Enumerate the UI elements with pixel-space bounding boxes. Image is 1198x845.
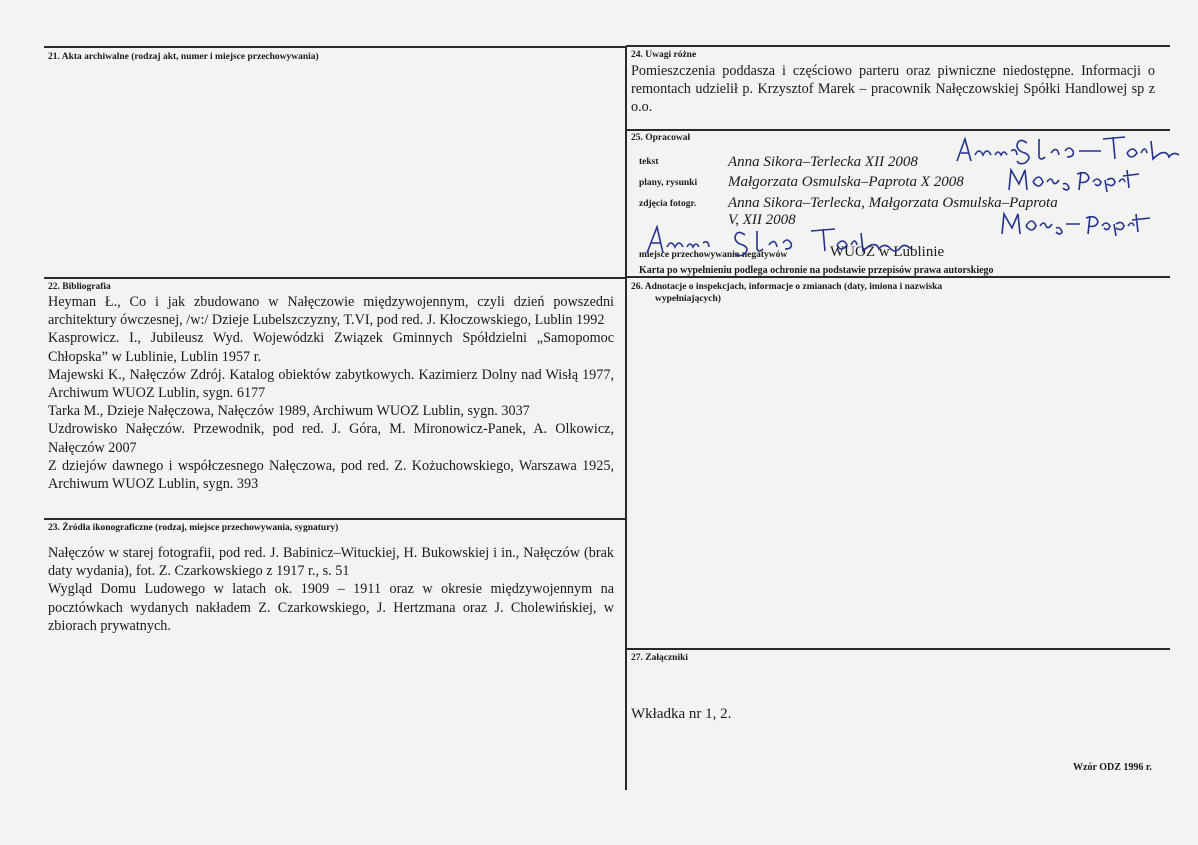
right-rule-27 bbox=[626, 648, 1170, 650]
tekst-label: tekst bbox=[639, 157, 659, 167]
plany-label: plany, rysunki bbox=[639, 178, 698, 188]
zdjecia-value-2: V, XII 2008 bbox=[728, 212, 796, 228]
signature-malgorzata-2 bbox=[1000, 208, 1160, 238]
section-27-title: 27. Załączniki bbox=[631, 653, 689, 663]
section-22-title: 22. Bibliografia bbox=[48, 282, 111, 292]
bibliography-text: Heyman Ł., Co i jak zbudowano w Nałęczowie międzywojennym, czyli dzień powszedni architektury ówczesnej, /w:/ Dzieje Lubelszczyzny, T.VI, pod red. J. Kłoczowskiego, Lublin 1992 Kasprowicz. I., Jubileusz Wyd. Wojewódzki Związek Gminnych Spółdzielni „Samopomoc Chłopska” w Lublinie, Lublin 1957 r. Majewski K., Nałęczów Zdrój. Katalog obiektów zabytkowych. Kazimierz Dolny nad Wisłą 1977, Archiwum WUOZ Lublin, sygn. 6177 Tarka M., Dzieje Nałęczowa, Nałęczów 1989, Archiwum WUOZ Lublin, sygn. 3037 Uzdrowisko Nałęczów. Przewodnik, pod red. J. Góra, M. Mironowicz-Panek, A. Olkowicz, Nałęczów 2007 Z dziejów dawnego i współczesnego Nałęczowa, pod red. Z. Kożuchowskiego, Warszawa 1925, Archiwum WUOZ Lublin, sygn. 393 bbox=[48, 294, 614, 493]
right-rule-26 bbox=[626, 276, 1170, 278]
section-23-title: 23. Źródła ikonograficzne (rodzaj, miejsce przechowywania, sygnatury) bbox=[48, 523, 339, 533]
section-26-title-1: 26. Adnotacje o inspekcjach, informacje o zmianach (daty, imiona i nazwiska bbox=[631, 282, 943, 292]
section-24-title: 24. Uwagi różne bbox=[631, 50, 697, 60]
center-divider bbox=[625, 46, 627, 790]
right-rule-25 bbox=[626, 129, 1170, 131]
tekst-value: Anna Sikora–Terlecka XII 2008 bbox=[728, 154, 918, 170]
attachments-text: Wkładka nr 1, 2. bbox=[631, 706, 732, 722]
section-25-title: 25. Opracował bbox=[631, 133, 691, 143]
top-rule-right bbox=[626, 45, 1170, 47]
top-rule-left bbox=[44, 46, 626, 48]
negatives-value: WUOZ w Lublinie bbox=[830, 244, 945, 260]
plany-value: Małgorzata Osmulska–Paprota X 2008 bbox=[728, 174, 964, 190]
left-rule-23 bbox=[44, 518, 626, 520]
section-21-title: 21. Akta archiwalne (rodzaj akt, numer i miejsce przechowywania) bbox=[48, 52, 319, 62]
remarks-text: Pomieszczenia poddasza i częściowo parteru oraz piwniczne niedostępne. Informacji o remontach udzielił p. Krzysztof Marek – pracownik Nałęczowskiej Spółki Handlowej sp z o.o. bbox=[631, 63, 1155, 116]
signature-anna-2 bbox=[645, 223, 965, 257]
section-26-title-2: wypełniających) bbox=[655, 294, 721, 304]
left-rule-22 bbox=[44, 277, 626, 279]
zdjecia-value-1: Anna Sikora–Terlecka, Małgorzata Osmulska–Paprota bbox=[728, 195, 1058, 211]
signature-anna-1 bbox=[955, 133, 1185, 165]
negatives-label: miejsce przechowywania negatywów bbox=[639, 250, 788, 260]
zdjecia-label: zdjęcia fotogr. bbox=[639, 199, 697, 209]
signature-malgorzata-1 bbox=[1007, 164, 1147, 194]
form-version: Wzór ODZ 1996 r. bbox=[1073, 762, 1152, 773]
copyright-note: Karta po wypełnieniu podlega ochronie na podstawie przepisów prawa autorskiego bbox=[639, 265, 994, 276]
iconography-text: Nałęczów w starej fotografii, pod red. J. Babinicz–Wituckiej, H. Bukowskiej i in., Nałęczów (brak daty wydania), fot. Z. Czarkowskiego z 1917 r., s. 51 Wygląd Domu Ludowego w latach ok. 1909 – 1911 oraz w okresie międzywojennym na pocztówkach wydanych nakładem Z. Czarkowskiego, J. Hertzmana oraz J. Cholewińskiej, w zbiorach prywatnych. bbox=[48, 545, 614, 634]
